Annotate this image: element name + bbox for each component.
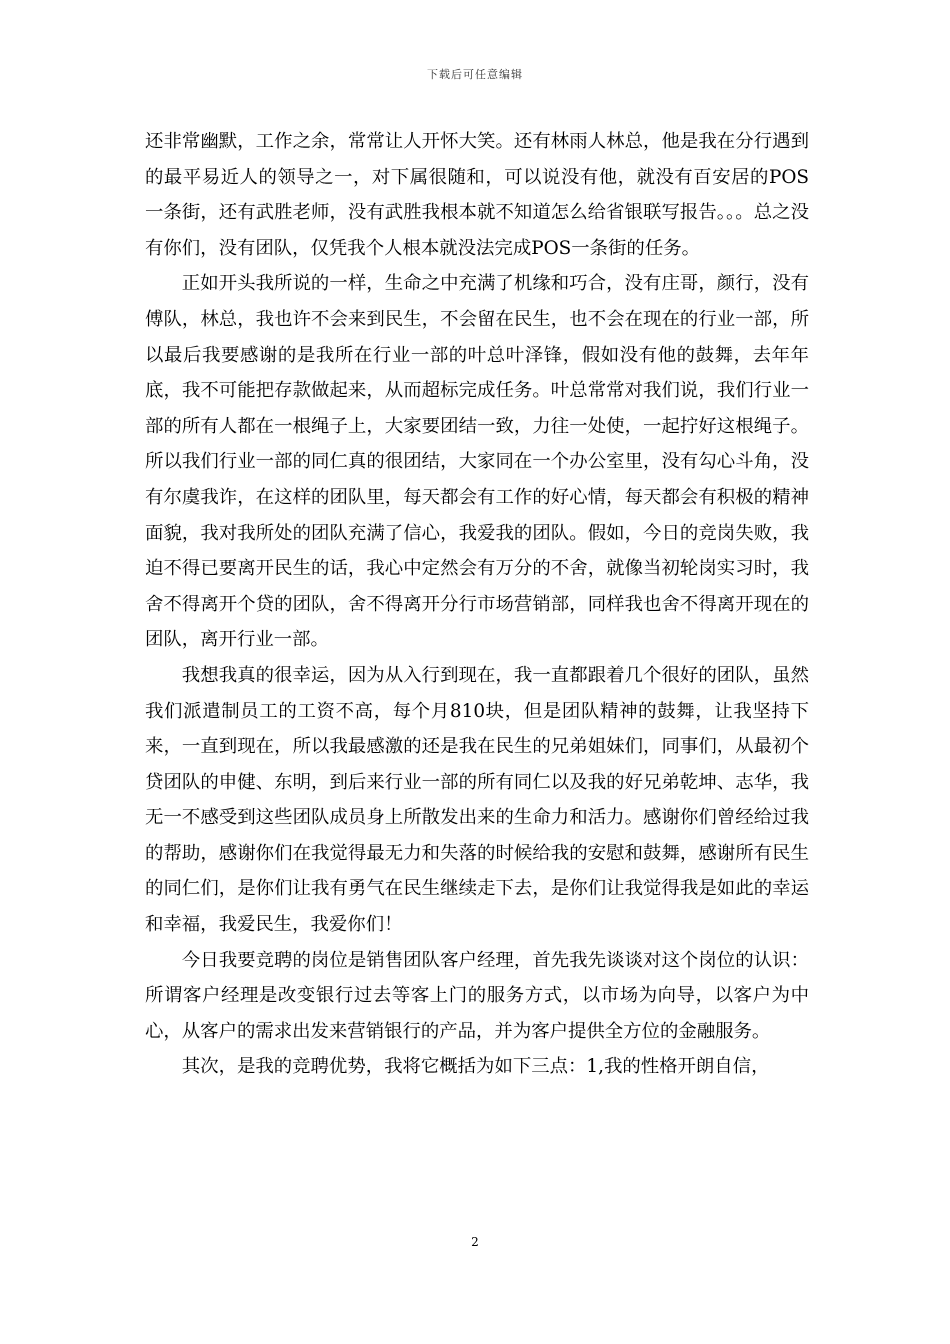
document-body — [145, 124, 809, 1085]
paragraph: 其次，是我的竞聘优势，我将它概括为如下三点：1,我的性格开朗自信， — [181, 1056, 770, 1078]
page-number: 2 — [471, 1235, 479, 1249]
paragraph: 还非常幽默，工作之余，常常让人开怀大笑。还有林雨人林总，他是我在分行遇到的最平易近人的领导之一，对下属很随和，可以说没有他，就没有百安居的POS一条街，还有武胜老师，没有武胜我根本就不知道怎么给省银联写报告。。。总之没有你们，没有团队，仅凭我个人根本就没法完成POS一条街的任务。 — [145, 131, 809, 259]
paragraph: 我想我真的很幸运，因为从入行到现在，我一直都跟着几个很好的团队，虽然我们派遣制员工的工资不高，每个月810块，但是团队精神的鼓舞，让我坚持下来，一直到现在，所以我最感激的还是我在民生的兄弟姐妹们，同事们，从最初个贷团队的申健、东明，到后来行业一部的所有同仁以及我的好兄弟乾坤、志华，我无一不感受到这些团队成员身上所散发出来的生命力和活力。感谢你们曾经给过我的帮助，感谢你们在我觉得最无力和失落的时候给我的安慰和鼓舞，感谢所有民生的同仁们，是你们让我有勇气在民生继续走下去，是你们让我觉得我是如此的幸运和幸福，我爱民生，我爱你们！ — [145, 664, 809, 936]
paragraph: 今日我要竞聘的岗位是销售团队客户经理，首先我先谈谈对这个岗位的认识：所谓客户经理是改变银行过去等客上门的服务方式，以市场为向导，以客户为中心，从客户的需求出发来营销银行的产品，并为客户提供全方位的金融服务。 — [145, 949, 809, 1042]
page-header: 下载后可任意编辑 — [427, 68, 523, 81]
paragraph: 正如开头我所说的一样，生命之中充满了机缘和巧合，没有庄哥，颜行，没有傅队，林总，我也许不会来到民生，不会留在民生，也不会在现在的行业一部，所以最后我要感谢的是我所在行业一部的叶总叶泽锋，假如没有他的鼓舞，去年年底，我不可能把存款做起来，从而超标完成任务。叶总常常对我们说，我们行业一部的所有人都在一根绳子上，大家要团结一致，力往一处使，一起拧好这根绳子。所以我们行业一部的同仁真的很团结，大家同在一个办公室里，没有勾心斗角，没有尔虞我诈，在这样的团队里，每天都会有工作的好心情，每天都会有积极的精神面貌，我对我所处的团队充满了信心，我爱我的团队。假如，今日的竞岗失败，我迫不得已要离开民生的话，我心中定然会有万分的不舍，就像当初轮岗实习时，我舍不得离开个贷的团队，舍不得离开分行市场营销部，同样我也舍不得离开现在的团队，离开行业一部。 — [145, 273, 809, 651]
